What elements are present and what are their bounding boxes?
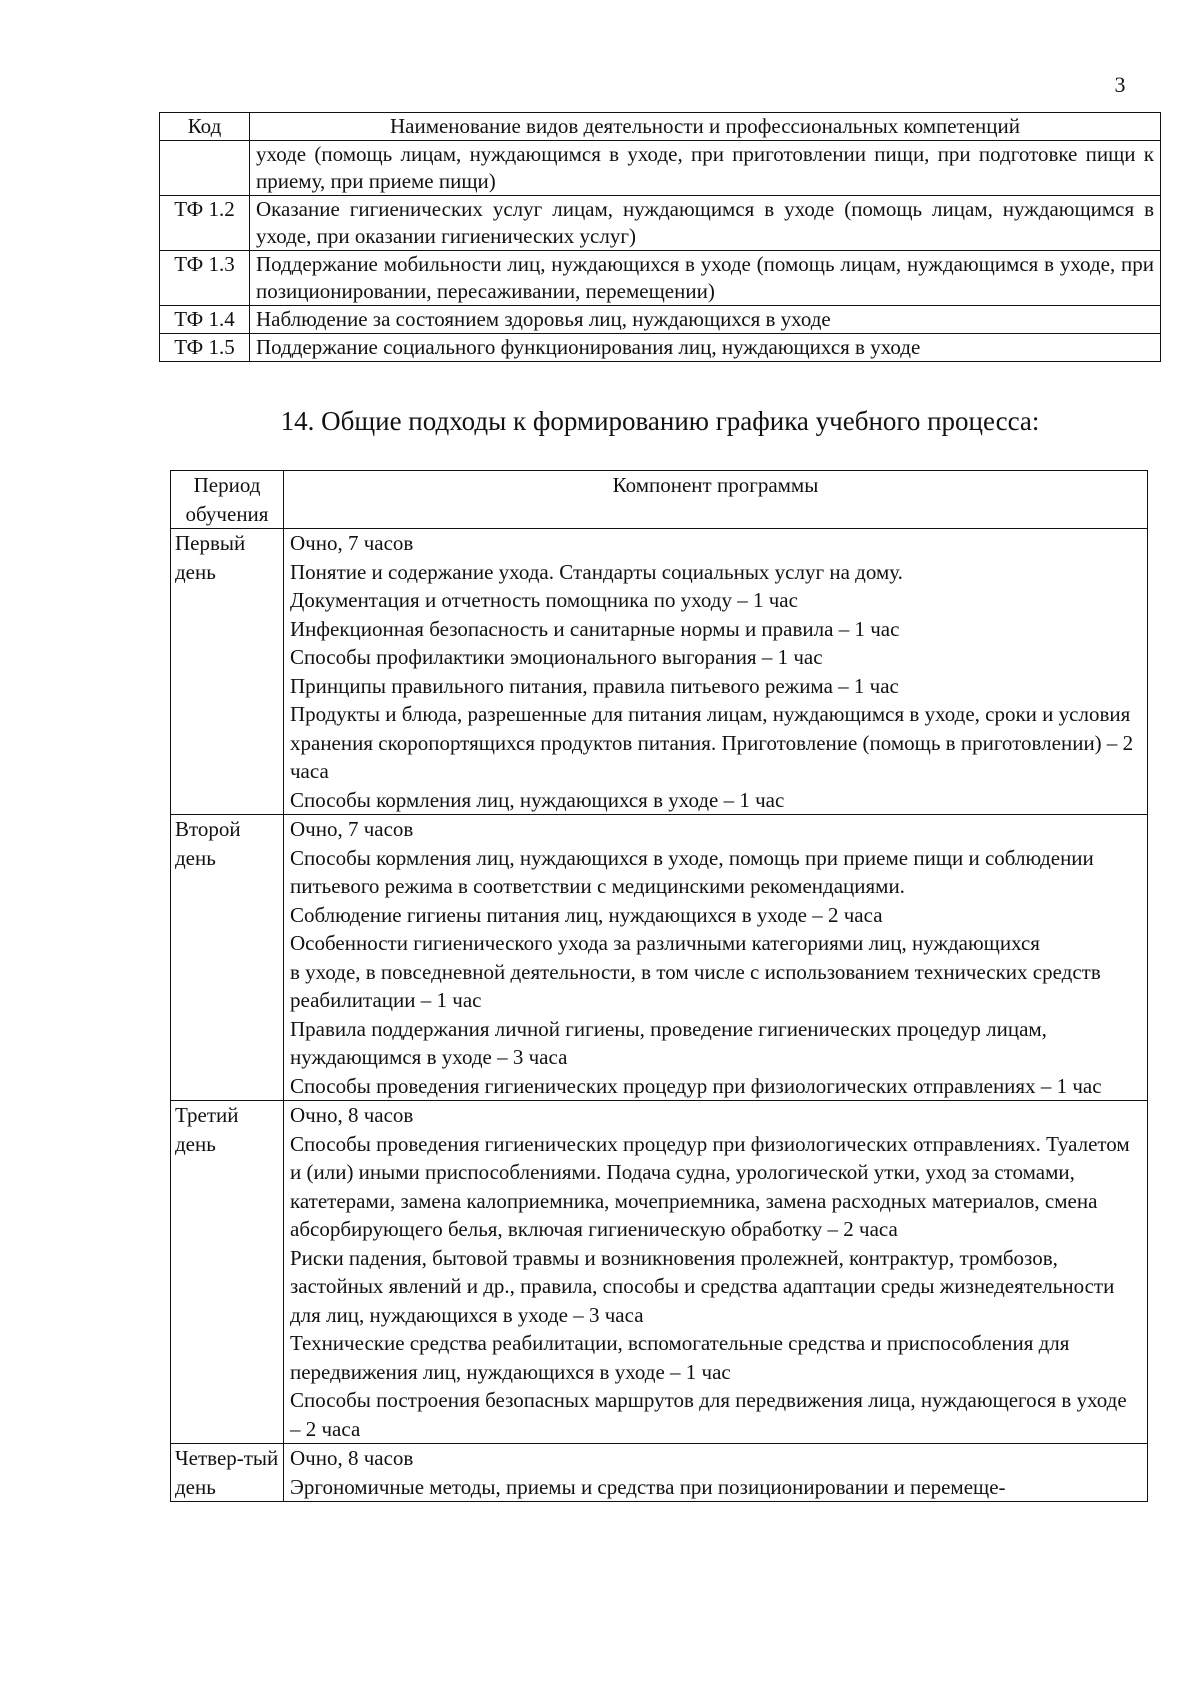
table-row: [160, 196, 1161, 251]
table-row: [160, 306, 1161, 334]
content-line: Очно, 7 часов: [290, 817, 414, 841]
table-header-row: [160, 113, 1161, 141]
row-period: Первый день: [171, 529, 284, 815]
table-row: [160, 334, 1161, 362]
content-line: Способы проведения гигиенических процедур при физиологических отправлениях. Туалетом и (или) иными приспособлениями. Подача судна, урологической утки, уход за стомами, катетерами, замена калоприемника, мочеприемника, замена расходных материалов, смена абсорбирующего белья, включая гигиеническую обработку – 2 часа: [290, 1131, 1130, 1241]
header-period: Период обучения: [171, 471, 284, 529]
content-line: Понятие и содержание ухода. Стандарты социальных услуг на дому.: [290, 559, 903, 584]
table-header-row: [171, 471, 1148, 529]
content-line: Особенности гигиенического ухода за различными категориями лиц, нуждающихся: [290, 931, 1040, 955]
row-content: [284, 1101, 1148, 1444]
content-line: Риски падения, бытовой травмы и возникновения пролежней, контрактур, тромбозов, застойных явлений и др., правила, способы и средства адаптации среды жизнедеятельности для лиц, нуждающихся в уходе – 3 часа: [290, 1245, 1115, 1327]
content-line: Соблюдение гигиены питания лиц, нуждающихся в уходе – 2 часа: [290, 902, 883, 927]
row-period: Третий день: [171, 1101, 284, 1444]
content-line: Очно, 8 часов: [290, 1103, 414, 1127]
content-line: Продукты и блюда, разрешенные для питания лицам, нуждающимся в уходе, сроки и условия хранения скоропортящихся продуктов питания. Приготовление (помощь в приготовлении) – 2 часа: [290, 702, 1134, 783]
row-code: [160, 141, 250, 196]
row-text: Наблюдение за состоянием здоровья лиц, нуждающихся в уходе: [250, 306, 1161, 334]
header-code: Код: [160, 113, 250, 141]
content-line: Инфекционная безопасность и санитарные нормы и правила – 1 час: [290, 616, 900, 641]
section-title: 14. Общие подходы к формированию графика учебного процесса:: [280, 406, 1040, 436]
row-code: ТФ 1.5: [160, 334, 250, 362]
row-code: ТФ 1.4: [160, 306, 250, 334]
content-line: Правила поддержания личной гигиены, проведение гигиенических процедур лицам, нуждающимся в уходе – 3 часа: [290, 1016, 1047, 1069]
content-line: Документация и отчетность помощника по уходу – 1 час: [290, 588, 798, 612]
content-line: Способы проведения гигиенических процедур при физиологических отправлениях – 1 час: [290, 1073, 1102, 1098]
table-row: [171, 529, 1148, 815]
row-content: [284, 529, 1148, 815]
content-line: Способы кормления лиц, нуждающихся в уходе, помощь при приеме пищи и соблюдении питьевого режима в соответствии с медицинскими рекомендациями.: [290, 845, 1094, 898]
table-row: [171, 1101, 1148, 1444]
header-name: Наименование видов деятельности и профессиональных компетенций: [250, 113, 1161, 141]
table-row: [160, 141, 1161, 196]
content-line: Принципы правильного питания, правила питьевого режима – 1 час: [290, 673, 899, 698]
row-content: [284, 815, 1148, 1101]
content-line: Технические средства реабилитации, вспомогательные средства и приспособления для передвижения лиц, нуждающихся в уходе – 1 час: [290, 1331, 1070, 1384]
competencies-table: [159, 112, 1161, 362]
row-period: Четвер-тый день: [171, 1444, 284, 1502]
row-code: ТФ 1.3: [160, 251, 250, 306]
table-row: [171, 1444, 1148, 1502]
row-text: Поддержание мобильности лиц, нуждающихся в уходе (помощь лицам, нуждающимся в уходе, при позиционировании, пересаживании, перемещении): [250, 251, 1161, 306]
table-row: [160, 251, 1161, 306]
content-line: Очно, 8 часов: [290, 1446, 414, 1470]
row-text: Поддержание социального функционирования лиц, нуждающихся в уходе: [250, 334, 1161, 362]
header-component: Компонент программы: [284, 471, 1148, 529]
row-text: уходе (помощь лицам, нуждающимся в уходе, при приготовлении пищи, при подготовке пищи к приему, при приеме пищи): [250, 141, 1161, 196]
table-row: [171, 815, 1148, 1101]
row-content: [284, 1444, 1148, 1502]
row-period: Второй день: [171, 815, 284, 1101]
row-code: ТФ 1.2: [160, 196, 250, 251]
content-line: Способы профилактики эмоционального выгорания – 1 час: [290, 645, 823, 669]
content-line: Очно, 7 часов: [290, 531, 414, 555]
schedule-table: [170, 470, 1148, 1502]
content-line: Способы построения безопасных маршрутов для передвижения лица, нуждающегося в уходе – 2 часа: [290, 1388, 1127, 1441]
content-line: в уходе, в повседневной деятельности, в том числе с использованием технических средств реабилитации – 1 час: [290, 959, 1101, 1012]
content-line: Эргономичные методы, приемы и средства при позиционировании и перемеще-: [290, 1474, 1006, 1499]
row-text: Оказание гигиенических услуг лицам, нуждающимся в уходе (помощь лицам, нуждающимся в уходе, при оказании гигиенических услуг): [250, 196, 1161, 251]
content-line: Способы кормления лиц, нуждающихся в уходе – 1 час: [290, 787, 785, 812]
page-number: 3: [1114, 72, 1126, 97]
